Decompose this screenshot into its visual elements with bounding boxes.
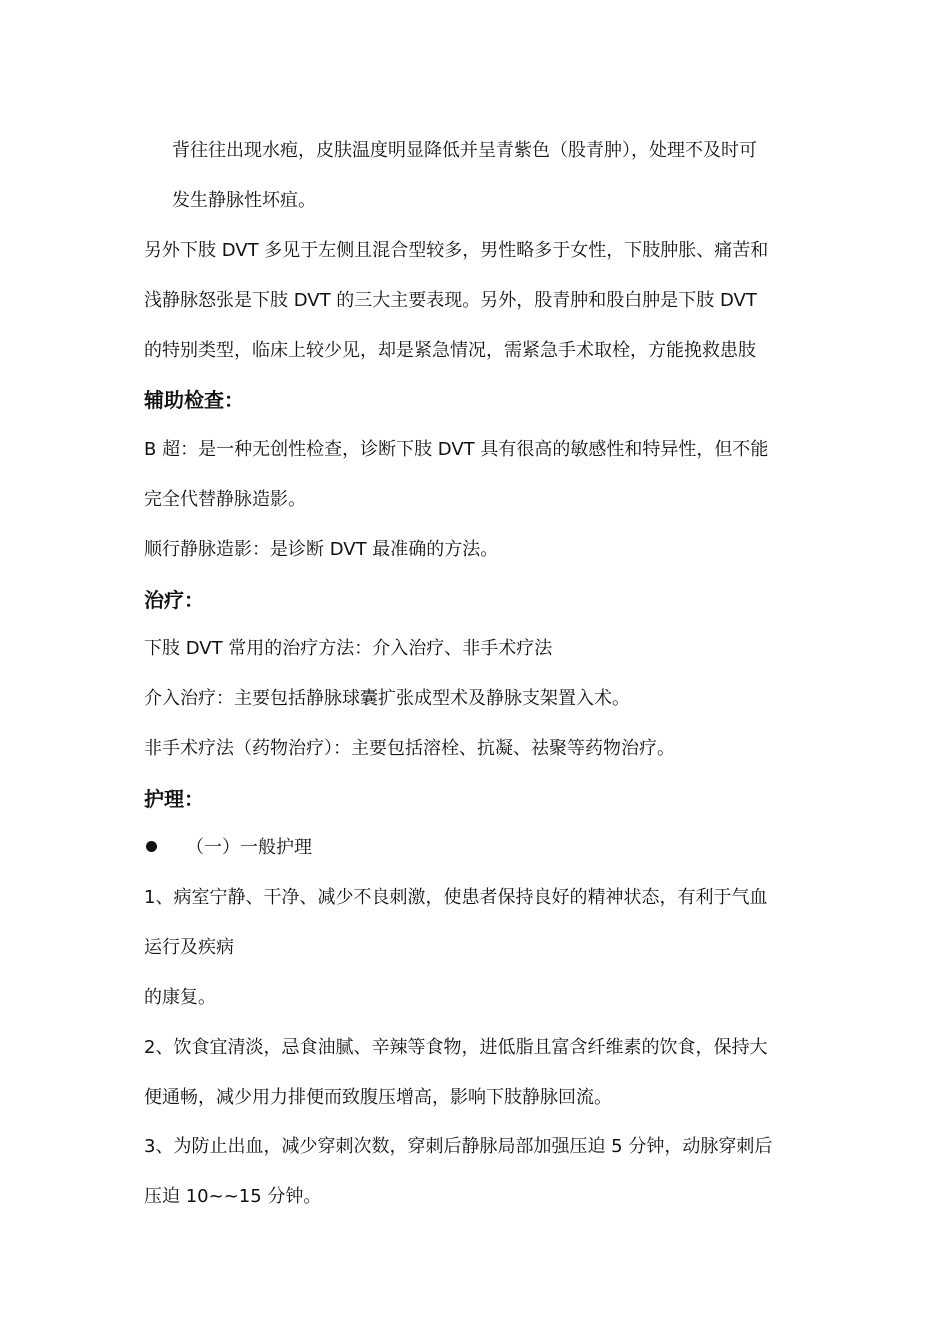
paragraph-line: 背往往出现水疱，皮肤温度明显降低并呈青紫色（股青肿），处理不及时可 [172, 140, 757, 161]
paragraph-line: B 超：是一种无创性检查，诊断下肢 DVT 具有很高的敏感性和特异性，但不能 [144, 439, 769, 460]
paragraph-line: 介入治疗：主要包括静脉球囊扩张成型术及静脉支架置入术。 [144, 688, 630, 709]
paragraph-line: 2、饮食宜清淡，忌食油腻、辛辣等食物，进低脂且富含纤维素的饮食，保持大 [144, 1037, 768, 1058]
paragraph-line: 顺行静脉造影：是诊断 DVT 最准确的方法。 [144, 539, 499, 560]
paragraph-line: 发生静脉性坏疽。 [172, 190, 316, 211]
paragraph-line: 3、为防止出血，减少穿刺次数，穿刺后静脉局部加强压迫 5 分钟，动脉穿刺后 [144, 1136, 773, 1157]
paragraph-line: 浅静脉怒张是下肢 DVT 的三大主要表现。另外，股青肿和股白肿是下肢 DVT [144, 290, 757, 311]
paragraph-line: 的康复。 [144, 987, 216, 1008]
section-heading-treatment: 治疗： [144, 588, 204, 612]
bullet-item: （一）一般护理 [186, 837, 312, 858]
paragraph-line: 非手术疗法（药物治疗）：主要包括溶栓、抗凝、祛聚等药物治疗。 [144, 738, 675, 759]
paragraph-line: 便通畅，减少用力排便而致腹压增高，影响下肢静脉回流。 [144, 1087, 612, 1108]
paragraph-line: 1、病室宁静、干净、减少不良刺激，使患者保持良好的精神状态，有利于气血 [144, 887, 768, 908]
section-heading-nursing: 护理： [144, 787, 204, 811]
paragraph-line: 压迫 10~~15 分钟。 [144, 1186, 322, 1207]
paragraph-line: 的特别类型，临床上较少见，却是紧急情况，需紧急手术取栓，方能挽救患肢 [144, 340, 756, 361]
bullet-icon [146, 841, 157, 852]
paragraph-line: 运行及疾病 [144, 937, 234, 958]
section-heading-aux-exam: 辅助检查： [144, 388, 244, 412]
paragraph-line: 另外下肢 DVT 多见于左侧且混合型较多，男性略多于女性，下肢肿胀、痛苦和 [144, 240, 769, 261]
paragraph-line: 完全代替静脉造影。 [144, 489, 306, 510]
paragraph-line: 下肢 DVT 常用的治疗方法：介入治疗、非手术疗法 [144, 638, 553, 659]
